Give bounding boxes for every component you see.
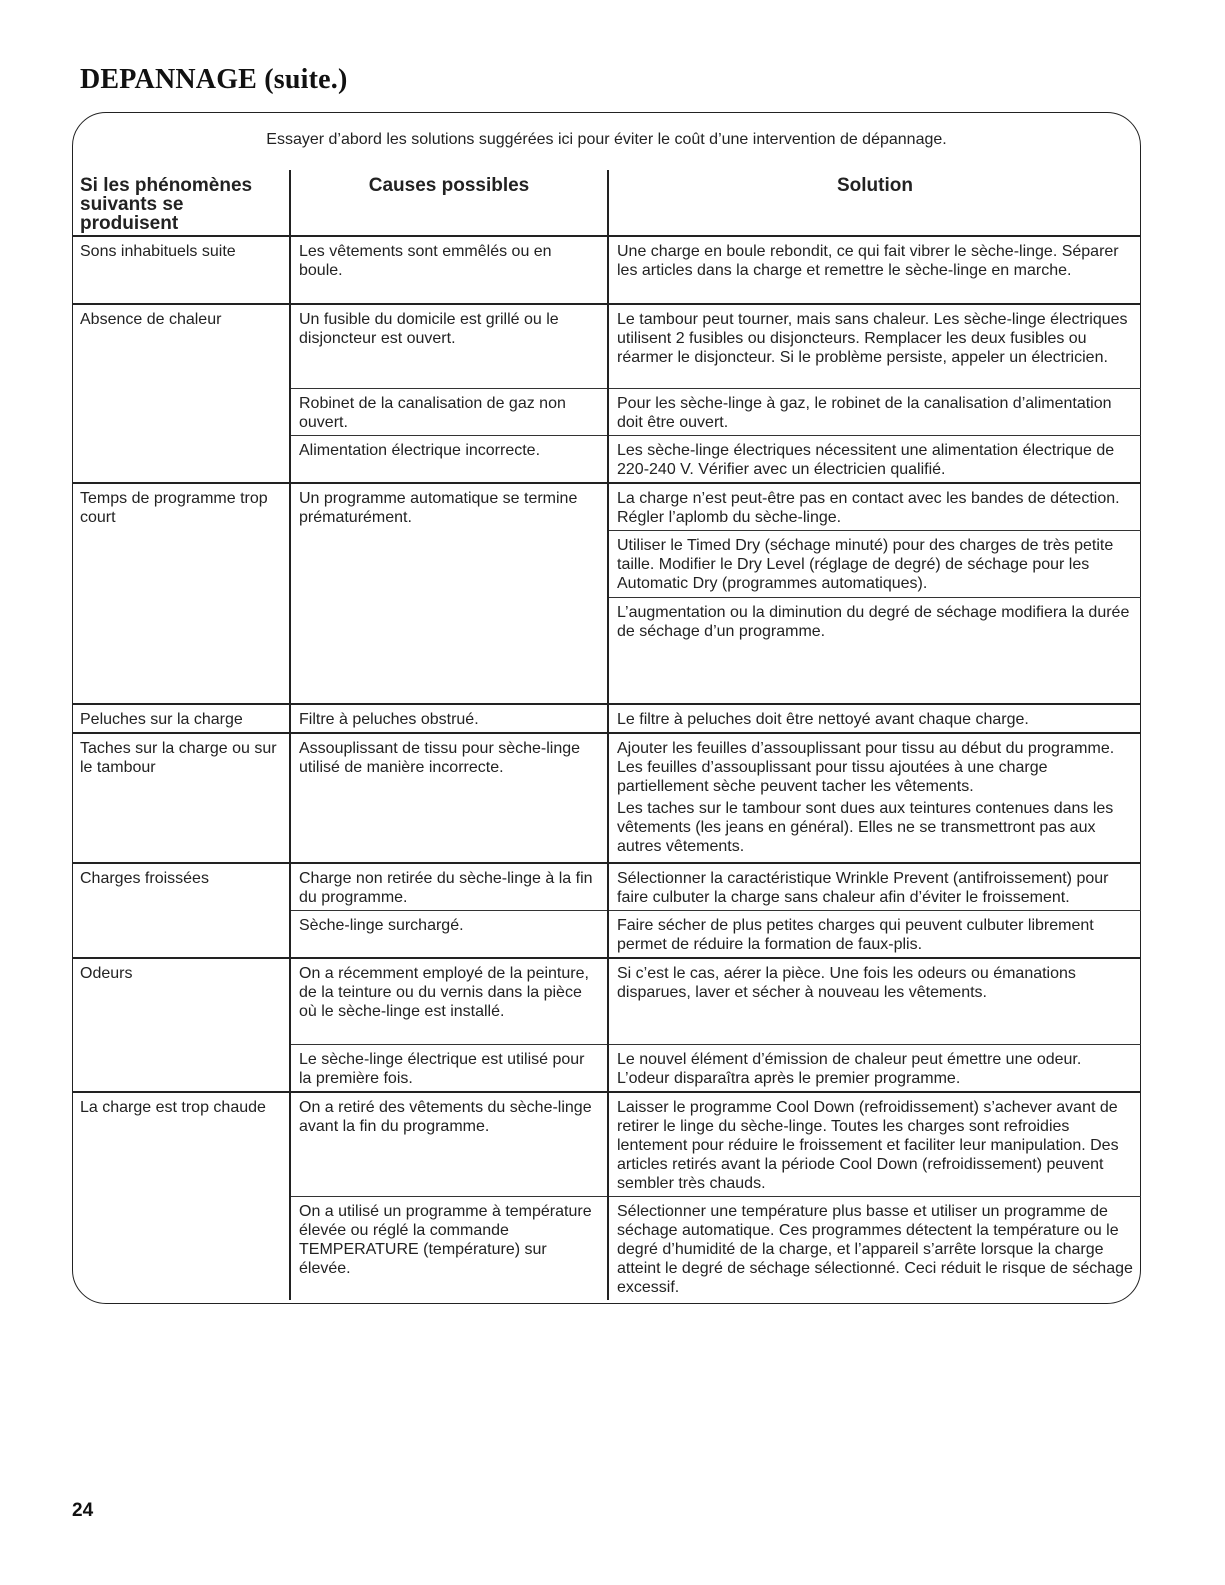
table-row bbox=[72, 304, 1141, 388]
solution-cell: La charge n’est peut-être pas en contact avec les bandes de détection. Régler l’aplomb du sèche-linge. bbox=[608, 483, 1141, 531]
solution-paragraph: Les taches sur le tambour sont dues aux teintures contenues dans les vêtements (les jeans en général). Elles ne se transmettront pas aux autres vêtements. bbox=[617, 799, 1114, 855]
symptom-cell: Charges froissées bbox=[72, 863, 290, 959]
symptom-cell: La charge est trop chaude bbox=[72, 1092, 290, 1300]
symptom-cell: Sons inhabituels suite bbox=[72, 236, 290, 304]
cause-cell: Charge non retirée du sèche-linge à la fin du programme. bbox=[290, 863, 608, 911]
solution-paragraph: Ajouter les feuilles d’assouplissant pour tissu au début du programme. Les feuilles d’assouplissant pour tissu ajoutées à une charge partiellement sèche peuvent tacher les vêtements. bbox=[617, 739, 1115, 795]
solution-cell: Le nouvel élément d’émission de chaleur peut émettre une odeur. L’odeur disparaîtra après le premier programme. bbox=[608, 1044, 1141, 1092]
symptom-cell: Peluches sur la charge bbox=[72, 704, 290, 733]
symptom-cell: Absence de chaleur bbox=[72, 304, 290, 483]
symptom-cell: Odeurs bbox=[72, 958, 290, 1092]
cause-cell: Un programme automatique se termine prématurément. bbox=[290, 483, 608, 704]
cause-cell: Robinet de la canalisation de gaz non ouvert. bbox=[290, 388, 608, 435]
cause-cell: Alimentation électrique incorrecte. bbox=[290, 435, 608, 483]
solution-cell: Sélectionner la caractéristique Wrinkle Prevent (antifroissement) pour faire culbuter la charge sans chaleur afin d’éviter le froissement. bbox=[608, 863, 1141, 911]
solution-cell: Pour les sèche-linge à gaz, le robinet de la canalisation d’alimentation doit être ouvert. bbox=[608, 388, 1141, 435]
solution-cell: Faire sécher de plus petites charges qui peuvent culbuter librement permet de réduire la formation de faux-plis. bbox=[608, 910, 1141, 958]
symptom-cell: Taches sur la charge ou sur le tambour bbox=[72, 733, 290, 863]
solution-cell: Sélectionner une température plus basse et utiliser un programme de séchage automatique. Ces programmes détectent la température ou le degré d’humidité de la charge, et l’appareil s’arrête lorsque la charge atteint le degré de séchage sélectionné. Ceci réduit le risque de séchage excessif. bbox=[608, 1196, 1141, 1300]
cause-cell: On a récemment employé de la peinture, de la teinture ou du vernis dans la pièce où le sèche-linge est installé. bbox=[290, 958, 608, 1044]
intro-text: Essayer d’abord les solutions suggérées ici pour éviter le coût d’une intervention de dépannage. bbox=[266, 131, 947, 148]
solution-cell bbox=[608, 733, 1141, 863]
cause-cell: On a retiré des vêtements du sèche-linge avant la fin du programme. bbox=[290, 1092, 608, 1197]
table-row bbox=[72, 236, 1141, 304]
troubleshooting-table bbox=[72, 170, 1141, 1300]
solution-cell: Utiliser le Timed Dry (séchage minuté) pour des charges de très petite taille. Modifier le Dry Level (réglage de degré) de séchage pour les Automatic Dry (programmes automatiques). bbox=[608, 531, 1141, 598]
solution-cell: Le tambour peut tourner, mais sans chaleur. Les sèche-linge électriques utilisent 2 fusibles ou disjoncteurs. Remplacer les deux fusibles ou réarmer le disjoncteur. Si le problème persiste, appeler un électricien. bbox=[608, 304, 1141, 388]
table-row bbox=[72, 704, 1141, 733]
header-symptom: Si les phénomènes suivants se produisent bbox=[72, 170, 290, 236]
solution-cell: Les sèche-linge électriques nécessitent une alimentation électrique de 220-240 V. Vérifier avec un électricien qualifié. bbox=[608, 435, 1141, 483]
cause-cell: Filtre à peluches obstrué. bbox=[290, 704, 608, 733]
symptom-cell: Temps de programme trop court bbox=[72, 483, 290, 704]
cause-cell: Sèche-linge surchargé. bbox=[290, 910, 608, 958]
cause-cell: Assouplissant de tissu pour sèche-linge utilisé de manière incorrecte. bbox=[290, 733, 608, 863]
solution-cell: Le filtre à peluches doit être nettoyé avant chaque charge. bbox=[608, 704, 1141, 733]
cause-cell: Un fusible du domicile est grillé ou le disjoncteur est ouvert. bbox=[290, 304, 608, 388]
header-solution: Solution bbox=[608, 170, 1141, 236]
table-header-row bbox=[72, 170, 1141, 236]
table-row bbox=[72, 863, 1141, 911]
solution-cell: L’augmentation ou la diminution du degré de séchage modifiera la durée de séchage d’un programme. bbox=[608, 598, 1141, 704]
page-title: DEPANNAGE (suite.) bbox=[80, 64, 348, 95]
cause-cell: Le sèche-linge électrique est utilisé pour la première fois. bbox=[290, 1044, 608, 1092]
table-row bbox=[72, 733, 1141, 863]
header-cause: Causes possibles bbox=[290, 170, 608, 236]
table-row bbox=[72, 958, 1141, 1044]
solution-cell: Si c’est le cas, aérer la pièce. Une fois les odeurs ou émanations disparues, laver et sécher à nouveau les vêtements. bbox=[608, 958, 1141, 1044]
solution-cell: Une charge en boule rebondit, ce qui fait vibrer le sèche-linge. Séparer les articles dans la charge et remettre le sèche-linge en marche. bbox=[608, 236, 1141, 304]
cause-cell: On a utilisé un programme à température élevée ou réglé la commande TEMPERATURE (température) sur élevée. bbox=[290, 1196, 608, 1300]
table-row bbox=[72, 1092, 1141, 1197]
page-number: 24 bbox=[72, 1500, 94, 1521]
solution-cell: Laisser le programme Cool Down (refroidissement) s’achever avant de retirer le linge du sèche-linge. Toutes les charges sont refroidies lentement pour réduire le froissement et faciliter leur manipulation. Des articles retirés avant la période Cool Down (refroidissement) peuvent sembler très chauds. bbox=[608, 1092, 1141, 1197]
table-row bbox=[72, 483, 1141, 531]
cause-cell: Les vêtements sont emmêlés ou en boule. bbox=[290, 236, 608, 304]
